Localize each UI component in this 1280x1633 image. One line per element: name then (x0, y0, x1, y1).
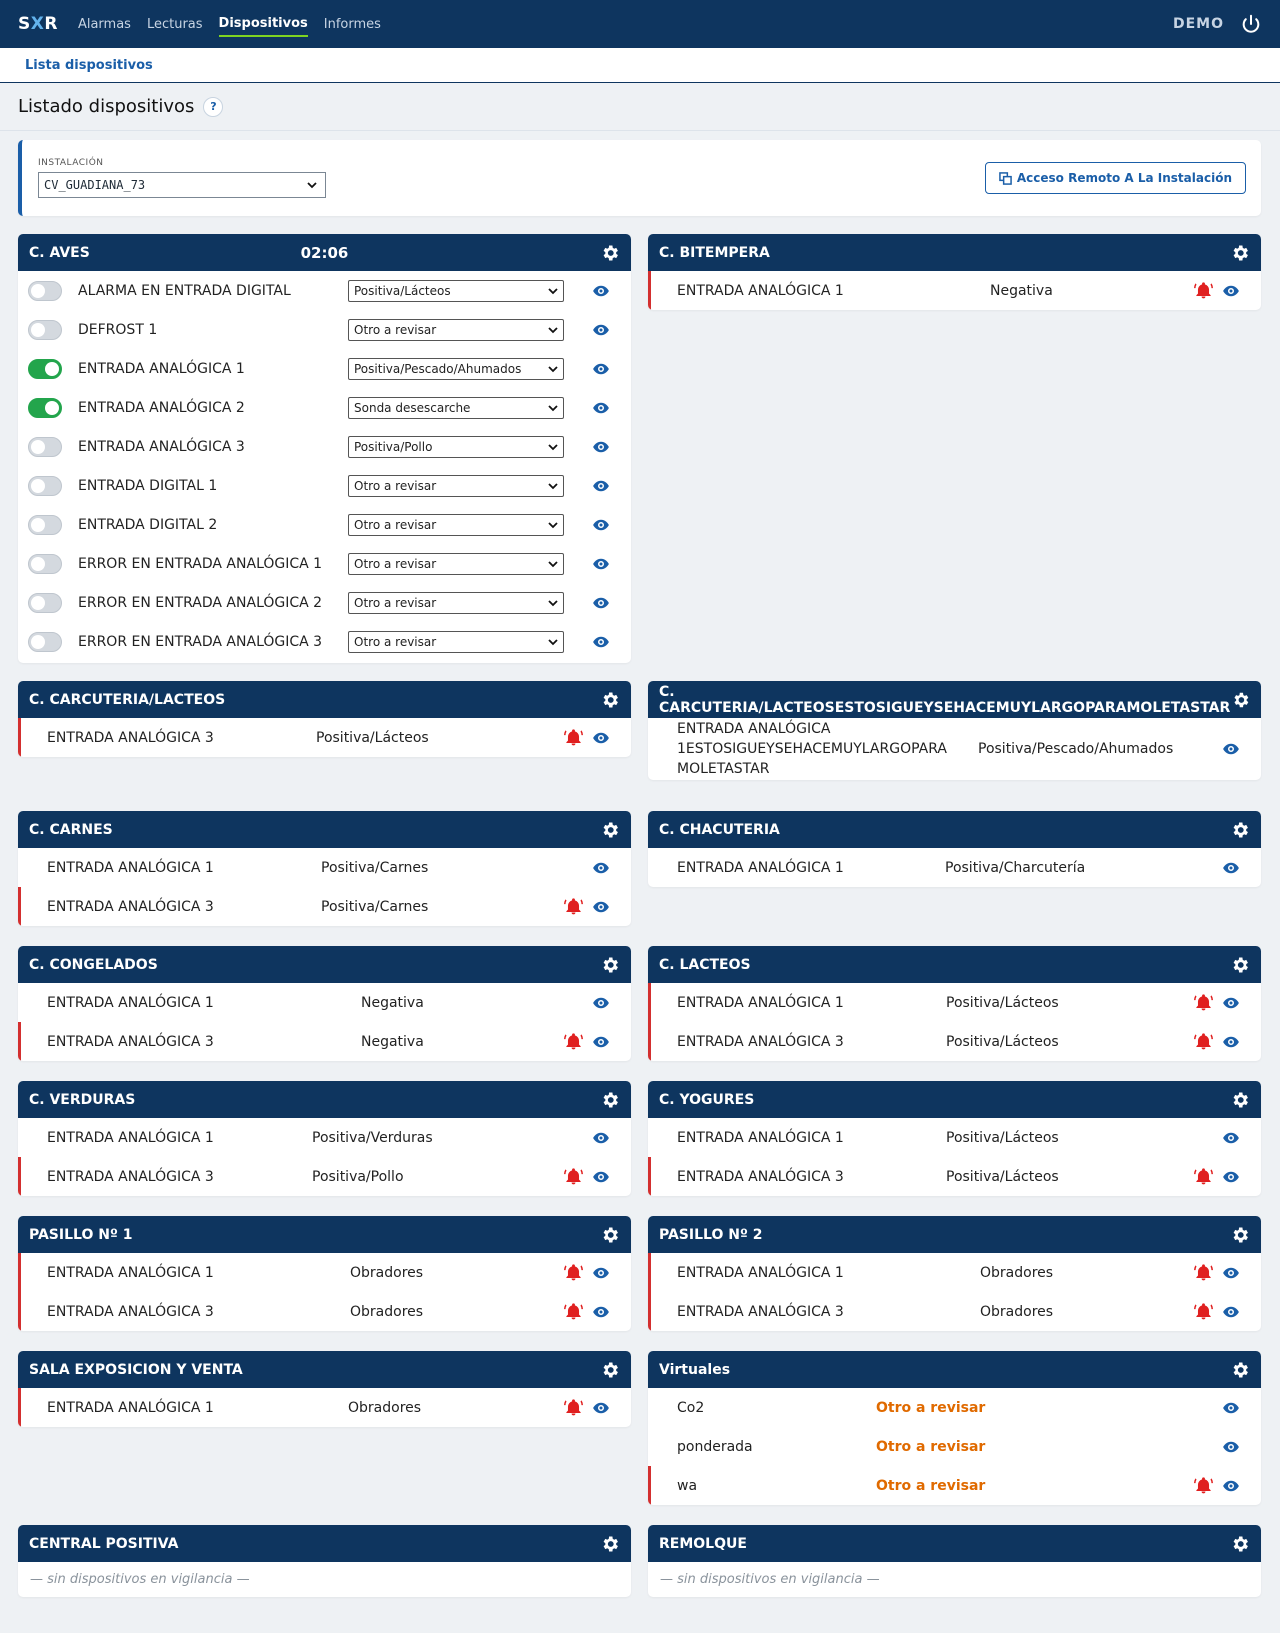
eye-icon[interactable] (592, 516, 610, 534)
panel-bitempera (648, 234, 1261, 310)
alarm-bell-icon[interactable] (564, 1398, 583, 1417)
gear-icon[interactable] (600, 690, 620, 710)
panel-central (18, 1525, 631, 1597)
eye-icon[interactable] (1222, 1477, 1240, 1495)
user-name[interactable]: DEMO (1172, 16, 1224, 32)
device-name: ENTRADA ANALÓGICA 3 (677, 1168, 844, 1185)
gear-icon[interactable] (1230, 243, 1250, 263)
panel-title: PASILLO Nº 1 (29, 1226, 133, 1243)
device-name: ENTRADA ANALÓGICA 1 (47, 1129, 214, 1146)
eye-icon[interactable] (1222, 1303, 1240, 1321)
panel-title: C. CARCUTERIA/LACTEOSESTOSIGUEYSEHACEMUYLARGOPARAMOLETASTAR (659, 683, 1231, 716)
eye-icon[interactable] (592, 1168, 610, 1186)
device-row (648, 848, 1261, 887)
eye-icon[interactable] (592, 729, 610, 747)
device-row (18, 1253, 631, 1292)
panel-carnes (18, 811, 631, 926)
panel-pasillo2 (648, 1216, 1261, 1331)
alarm-bell-icon[interactable] (564, 1263, 583, 1282)
device-row (648, 1292, 1261, 1331)
alarm-bell-icon[interactable] (1194, 1302, 1213, 1321)
panel-sala (18, 1351, 631, 1427)
chevron-down-icon (548, 481, 558, 491)
help-icon[interactable]: ? (203, 97, 223, 117)
top-navbar (0, 0, 1280, 48)
installation-field (38, 158, 326, 198)
device-name: ENTRADA ANALÓGICA 3 (47, 1303, 214, 1320)
empty-message: — sin dispositivos en vigilancia — (660, 1572, 880, 1587)
panel-aves (18, 234, 631, 663)
panel-title: CENTRAL POSITIVA (29, 1535, 179, 1552)
panel-title: C. CONGELADOS (29, 956, 158, 973)
device-row (18, 1157, 631, 1196)
device-name: ENTRADA ANALÓGICA 3 (47, 729, 214, 746)
monitor-toggle[interactable] (28, 515, 62, 535)
gear-icon[interactable] (600, 1360, 620, 1380)
device-type-select[interactable] (348, 436, 564, 458)
device-type-value: Otro a revisar (876, 1399, 986, 1416)
alarm-bell-icon[interactable] (564, 1032, 583, 1051)
chevron-down-icon (548, 325, 558, 335)
countdown-timer: 02:06 (300, 243, 349, 262)
panel-header (18, 1216, 631, 1253)
external-windows-icon (999, 172, 1012, 185)
device-row (18, 349, 631, 388)
device-type-select[interactable] (348, 475, 564, 497)
panel-header (648, 1351, 1261, 1388)
device-row (18, 466, 631, 505)
device-type-select[interactable] (348, 592, 564, 614)
panel-header (18, 1525, 631, 1562)
device-type-value: Otro a revisar (354, 322, 437, 337)
device-grid (0, 216, 1280, 1616)
page-title: Listado dispositivos (18, 96, 195, 117)
device-type-value: Positiva/Carnes (321, 898, 429, 915)
device-type-value: Obradores (980, 1264, 1054, 1281)
device-row (648, 1253, 1261, 1292)
monitor-toggle[interactable] (28, 359, 62, 379)
aves-row-list (18, 271, 631, 661)
eye-icon[interactable] (592, 555, 610, 573)
gear-icon[interactable] (600, 1534, 620, 1554)
panel-title: C. VERDURAS (29, 1091, 136, 1108)
app-logo[interactable]: SXR (18, 14, 58, 34)
monitor-toggle[interactable] (28, 554, 62, 574)
gear-icon[interactable] (1230, 1534, 1250, 1554)
gear-icon[interactable] (600, 243, 620, 263)
gear-icon[interactable] (1230, 1090, 1250, 1110)
installation-selected-value: CV_GUADIANA_73 (44, 178, 146, 192)
device-row (18, 544, 631, 583)
device-row (648, 1118, 1261, 1157)
device-row (18, 583, 631, 622)
eye-icon[interactable] (592, 1129, 610, 1147)
panel-header (648, 811, 1261, 848)
device-row (18, 271, 631, 310)
device-row (18, 310, 631, 349)
alarm-bell-icon[interactable] (1194, 1263, 1213, 1282)
installation-card (18, 140, 1261, 216)
chevron-down-icon (548, 442, 558, 452)
panel-title: C. LACTEOS (659, 956, 751, 973)
device-type-value: Obradores (980, 1303, 1054, 1320)
eye-icon[interactable] (592, 1264, 610, 1282)
panel-chacuteria (648, 811, 1261, 887)
device-name: Co2 (677, 1399, 705, 1416)
device-row (18, 1022, 631, 1061)
device-name: ENTRADA ANALÓGICA 1 (78, 360, 245, 377)
device-row (648, 1022, 1261, 1061)
device-type-value: Positiva/Pollo (312, 1168, 404, 1185)
device-type-select[interactable] (348, 397, 564, 419)
eye-icon[interactable] (592, 859, 610, 877)
device-row (18, 887, 631, 926)
panel-title: C. AVES (29, 244, 90, 261)
panel-title: REMOLQUE (659, 1535, 747, 1552)
installation-label: INSTALACIÓN (38, 158, 104, 168)
device-row (18, 1388, 631, 1427)
device-name: ERROR EN ENTRADA ANALÓGICA 1 (78, 555, 323, 572)
device-name: ENTRADA DIGITAL 1 (78, 477, 218, 494)
device-name: ENTRADA ANALÓGICA 2 (78, 399, 245, 416)
device-name: ENTRADA ANALÓGICA 3 (47, 1033, 214, 1050)
device-name: ENTRADA ANALÓGICA 3 (677, 1033, 844, 1050)
device-row (648, 1388, 1261, 1427)
eye-icon[interactable] (592, 898, 610, 916)
panel-header (18, 234, 631, 271)
device-type-value: Positiva/Pollo (354, 439, 433, 454)
device-name: ERROR EN ENTRADA ANALÓGICA 2 (78, 594, 323, 611)
panel-header (18, 681, 631, 718)
device-name: ENTRADA ANALÓGICA 1 (47, 1264, 214, 1281)
device-row (18, 388, 631, 427)
panel-lacteos (648, 946, 1261, 1061)
chevron-down-icon (548, 286, 558, 296)
gear-icon[interactable] (600, 1225, 620, 1245)
device-name: ALARMA EN ENTRADA DIGITAL (78, 282, 291, 299)
nav-dispositivos[interactable]: Dispositivos (219, 12, 308, 37)
device-name: ENTRADA ANALÓGICA 1 (677, 1264, 844, 1281)
monitor-toggle[interactable] (28, 437, 62, 457)
device-type-value: Positiva/Verduras (312, 1129, 433, 1146)
device-name: ENTRADA ANALÓGICA 3 (677, 1303, 844, 1320)
alarm-bell-icon[interactable] (564, 1167, 583, 1186)
panel-header (18, 1351, 631, 1388)
eye-icon[interactable] (592, 594, 610, 612)
device-name: wa (677, 1477, 698, 1494)
device-name: DEFROST 1 (78, 321, 158, 338)
eye-icon[interactable] (592, 477, 610, 495)
device-type-select[interactable] (348, 553, 564, 575)
device-name: ENTRADA ANALÓGICA 1 (677, 859, 844, 876)
device-type-value: Sonda desescarche (354, 400, 471, 415)
device-type-value: Positiva/Carnes (321, 859, 429, 876)
device-row (648, 718, 1261, 780)
eye-icon[interactable] (592, 438, 610, 456)
eye-icon[interactable] (1222, 1129, 1240, 1147)
alarm-bell-icon[interactable] (1194, 1167, 1213, 1186)
chevron-down-icon (548, 559, 558, 569)
device-name: ENTRADA ANALÓGICA 1 (47, 859, 214, 876)
panel-title: C. BITEMPERA (659, 244, 770, 261)
device-type-value: Obradores (350, 1303, 424, 1320)
panel-yogures (648, 1081, 1261, 1196)
device-name: ENTRADA ANALÓGICA 3 (78, 438, 245, 455)
device-type-value: Negativa (361, 994, 424, 1011)
device-name: ponderada (677, 1438, 753, 1455)
device-row (18, 505, 631, 544)
panel-header (648, 946, 1261, 983)
eye-icon[interactable] (592, 1303, 610, 1321)
eye-icon[interactable] (1222, 282, 1240, 300)
panel-title: C. CHACUTERIA (659, 821, 780, 838)
device-row (18, 718, 631, 757)
device-type-value: Positiva/Lácteos (354, 283, 451, 298)
eye-icon[interactable] (1222, 994, 1240, 1012)
panel-title: Virtuales (659, 1361, 731, 1378)
device-type-value: Obradores (350, 1264, 424, 1281)
device-name: ENTRADA ANALÓGICA 1 (47, 994, 214, 1011)
gear-icon[interactable] (600, 1090, 620, 1110)
device-type-value: Otro a revisar (354, 517, 437, 532)
chevron-down-icon (548, 637, 558, 647)
monitor-toggle[interactable] (28, 632, 62, 652)
device-type-value: Otro a revisar (876, 1477, 986, 1494)
device-name: ENTRADA ANALÓGICA 1 (677, 282, 844, 299)
gear-icon[interactable] (1231, 690, 1250, 710)
device-row (648, 983, 1261, 1022)
device-type-value: Otro a revisar (354, 634, 437, 649)
device-name: ENTRADA DIGITAL 2 (78, 516, 218, 533)
device-type-value: Positiva/Lácteos (946, 1129, 1059, 1146)
alarm-bell-icon[interactable] (1194, 281, 1213, 300)
device-row (18, 983, 631, 1022)
gear-icon[interactable] (600, 820, 620, 840)
eye-icon[interactable] (592, 321, 610, 339)
chevron-down-icon (548, 598, 558, 608)
device-type-value: Positiva/Lácteos (946, 994, 1059, 1011)
chevron-down-icon (548, 520, 558, 530)
chevron-down-icon (548, 364, 558, 374)
alarm-bell-icon[interactable] (564, 897, 583, 916)
device-type-select[interactable] (348, 631, 564, 653)
panel-remolque (648, 1525, 1261, 1597)
gear-icon[interactable] (600, 955, 620, 975)
device-name: ENTRADA ANALÓGICA 3 (47, 1168, 214, 1185)
device-type-select[interactable] (348, 280, 564, 302)
device-row (648, 1157, 1261, 1196)
panel-header (648, 1525, 1261, 1562)
monitor-toggle[interactable] (28, 476, 62, 496)
device-row (18, 1292, 631, 1331)
device-type-value: Positiva/Lácteos (316, 729, 429, 746)
device-row (648, 1427, 1261, 1466)
device-type-value: Positiva/Lácteos (946, 1033, 1059, 1050)
panel-title: C. CARNES (29, 821, 113, 838)
nav-informes[interactable]: Informes (323, 16, 381, 32)
gear-icon[interactable] (1230, 1225, 1250, 1245)
panel-pasillo1 (18, 1216, 631, 1331)
panel-verduras (18, 1081, 631, 1196)
device-type-value: Otro a revisar (354, 556, 437, 571)
device-name: ENTRADA ANALÓGICA 1 (47, 1399, 214, 1416)
device-row (18, 1118, 631, 1157)
eye-icon[interactable] (592, 994, 610, 1012)
panel-congelados (18, 946, 631, 1061)
eye-icon[interactable] (1222, 1438, 1240, 1456)
device-name: ENTRADA ANALÓGICA 1ESTOSIGUEYSEHACEMUYLARGOPARA MOLETASTAR (677, 721, 947, 777)
device-type-value: Positiva/Lácteos (946, 1168, 1059, 1185)
alarm-bell-icon[interactable] (564, 728, 583, 747)
device-type-value: Positiva/Pescado/Ahumados (354, 361, 522, 376)
device-name: ENTRADA ANALÓGICA 1 (677, 1129, 844, 1146)
eye-icon[interactable] (1222, 740, 1240, 758)
remote-access-button[interactable] (985, 162, 1246, 194)
eye-icon[interactable] (592, 360, 610, 378)
device-row (648, 1466, 1261, 1505)
device-type-select[interactable] (348, 358, 564, 380)
device-type-value: Negativa (990, 282, 1053, 299)
eye-icon[interactable] (592, 633, 610, 651)
panel-header (648, 1216, 1261, 1253)
panel-header (648, 1081, 1261, 1118)
device-name: ENTRADA ANALÓGICA 1 (677, 994, 844, 1011)
device-type-value: Positiva/Charcutería (945, 859, 1086, 876)
gear-icon[interactable] (1230, 820, 1250, 840)
device-row (18, 427, 631, 466)
eye-icon[interactable] (1222, 859, 1240, 877)
panel-title: SALA EXPOSICION Y VENTA (29, 1361, 243, 1378)
eye-icon[interactable] (1222, 1033, 1240, 1051)
eye-icon[interactable] (1222, 1399, 1240, 1417)
gear-icon[interactable] (1230, 1360, 1250, 1380)
panel-header (648, 234, 1261, 271)
nav-lecturas[interactable]: Lecturas (146, 16, 203, 32)
device-row (18, 848, 631, 887)
device-type-value: Obradores (348, 1399, 422, 1416)
device-type-value: Negativa (361, 1033, 424, 1050)
panel-header (18, 1081, 631, 1118)
device-type-select[interactable] (348, 319, 564, 341)
device-type-select[interactable] (348, 514, 564, 536)
sub-navbar (0, 48, 1280, 83)
monitor-toggle[interactable] (28, 593, 62, 613)
device-type-value: Positiva/Pescado/Ahumados (978, 741, 1174, 757)
eye-icon[interactable] (1222, 1168, 1240, 1186)
alarm-bell-icon[interactable] (1194, 1476, 1213, 1495)
eye-icon[interactable] (592, 1033, 610, 1051)
eye-icon[interactable] (592, 399, 610, 417)
panel-header (18, 946, 631, 983)
chevron-down-icon (307, 180, 317, 190)
monitor-toggle[interactable] (28, 281, 62, 301)
alarm-bell-icon[interactable] (1194, 993, 1213, 1012)
eye-icon[interactable] (592, 282, 610, 300)
page-header (0, 83, 1280, 131)
panel-header (18, 811, 631, 848)
device-row (18, 622, 631, 661)
panel-title: C. CARCUTERIA/LACTEOS (29, 691, 226, 708)
device-type-value: Otro a revisar (354, 478, 437, 493)
device-name: ERROR EN ENTRADA ANALÓGICA 3 (78, 633, 323, 650)
empty-message: — sin dispositivos en vigilancia — (30, 1572, 250, 1587)
panel-virtuales (648, 1351, 1261, 1505)
monitor-toggle[interactable] (28, 398, 62, 418)
device-name: ENTRADA ANALÓGICA 3 (47, 898, 214, 915)
nav-alarmas[interactable]: Alarmas (77, 16, 131, 32)
alarm-bell-icon[interactable] (1194, 1032, 1213, 1051)
panel-title: PASILLO Nº 2 (659, 1226, 763, 1243)
gear-icon[interactable] (1230, 955, 1250, 975)
device-row (648, 271, 1261, 310)
monitor-toggle[interactable] (28, 320, 62, 340)
panel-carcuteria-lacteos (18, 681, 631, 757)
panel-carcuteria-largo (648, 681, 1261, 780)
eye-icon[interactable] (1222, 1264, 1240, 1282)
breadcrumb-device-list[interactable]: Lista dispositivos (25, 57, 153, 73)
device-type-value: Otro a revisar (354, 595, 437, 610)
installation-select[interactable] (38, 172, 326, 198)
alarm-bell-icon[interactable] (564, 1302, 583, 1321)
panel-header (648, 681, 1261, 718)
device-type-value: Otro a revisar (876, 1438, 986, 1455)
power-icon[interactable] (1240, 13, 1262, 35)
eye-icon[interactable] (592, 1399, 610, 1417)
panel-title: C. YOGURES (659, 1091, 755, 1108)
remote-access-label: Acceso Remoto A La Instalación (1016, 171, 1232, 185)
chevron-down-icon (548, 403, 558, 413)
